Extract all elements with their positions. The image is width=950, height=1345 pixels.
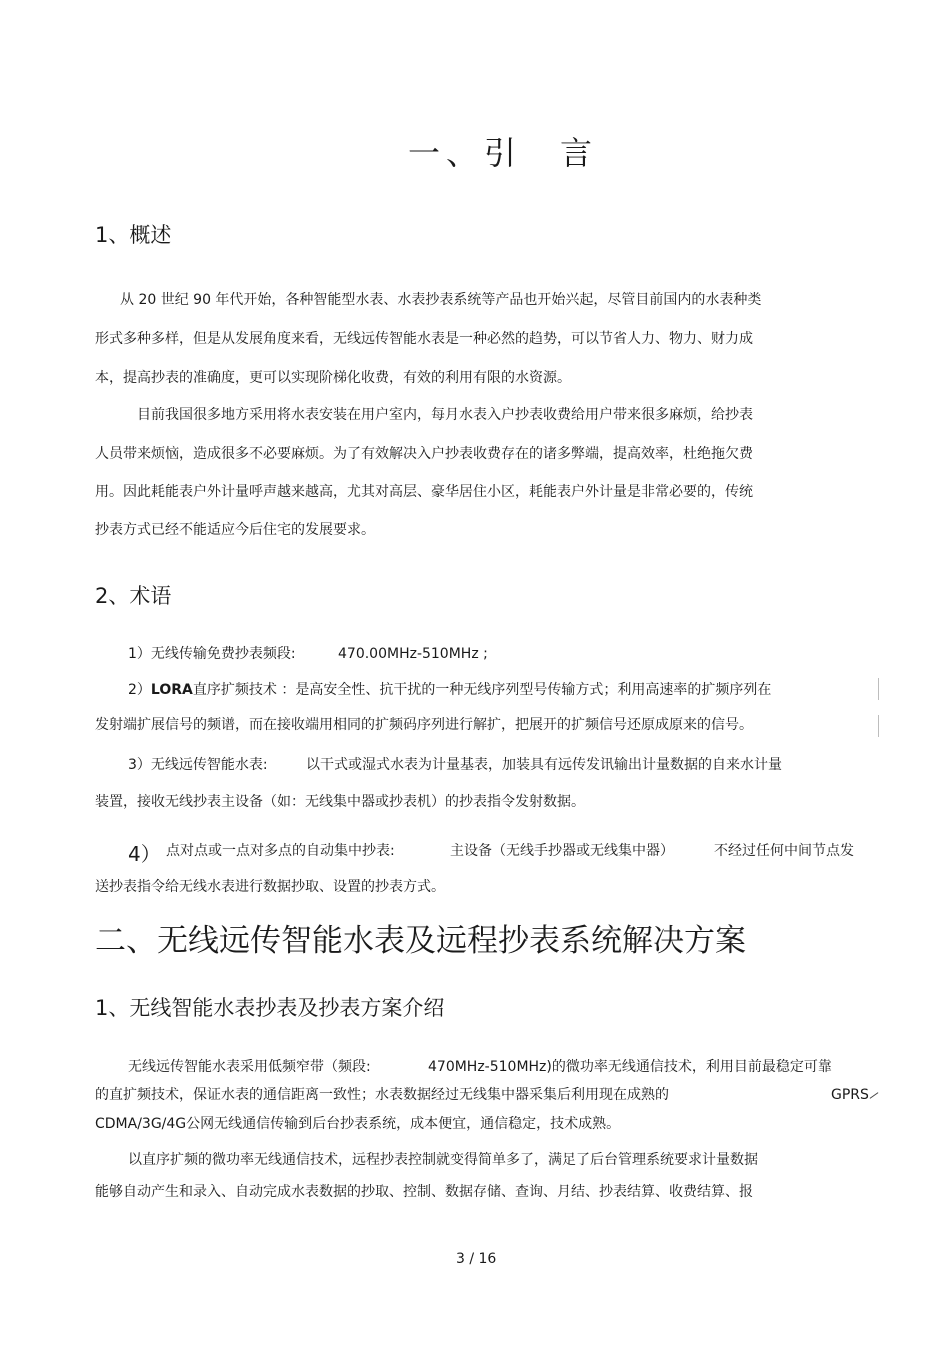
margin-bar xyxy=(878,715,879,737)
paragraph-line: 能够自动产生和录入、自动完成水表数据的抄取、控制、数据存储、查询、月结、抄表结算、收费结算、报 xyxy=(95,1184,753,1200)
chapter-title-2: 二、无线远传智能水表及远程抄表系统解决方案 xyxy=(95,923,746,959)
term-2-rest: 直序扩频技术 ：是高安全性、抗干扰的一种无线序列型号传输方式；利用高速率的扩频序列在 xyxy=(192,682,772,698)
term-2-line xyxy=(128,683,771,697)
slash-mark xyxy=(870,1092,879,1099)
section-heading-overview: 1、概述 xyxy=(95,223,172,247)
term-4-part-a: 点对点或一点对多点的自动集中抄表: xyxy=(166,843,395,859)
paragraph-line: 目前我国很多地方采用将水表安装在用户室内，每月水表入户抄表收费给用户带来很多麻烦，给抄表 xyxy=(137,407,753,423)
paragraph-line: 发射端扩展信号的频谱，而在接收端用相同的扩频码序列进行解扩，把展开的扩频信号还原成原来的信号。 xyxy=(95,717,753,733)
solution-line-2b: GPRS xyxy=(831,1087,869,1103)
page-number: 3 / 16 xyxy=(456,1251,497,1267)
term-3-rest: 以干式或湿式水表为计量基表，加装具有远传发讯输出计量数据的自来水计量 xyxy=(306,757,782,773)
term-4-part-c: 不经过任何中间节点发 xyxy=(714,843,854,859)
paragraph-line: 人员带来烦恼，造成很多不必要麻烦。为了有效解决入户抄表收费存在的诸多弊端，提高效率，杜绝拖欠费 xyxy=(95,446,753,462)
term-4-part-b: 主设备（无线手抄器或无线集中器） xyxy=(450,843,674,859)
solution-line-2a: 的直扩频技术，保证水表的通信距离一致性；水表数据经过无线集中器采集后利用现在成熟的 xyxy=(95,1087,669,1103)
term-2-prefix: 2） xyxy=(128,682,151,698)
section-heading-terms: 2、术语 xyxy=(95,584,172,608)
paragraph-line: 送抄表指令给无线水表进行数据抄取、设置的抄表方式。 xyxy=(95,879,445,895)
solution-line-1b: 470MHz-510MHz)的微功率无线通信技术，利用目前最稳定可靠 xyxy=(428,1059,832,1075)
chapter-title: 一、引 言 xyxy=(408,134,599,172)
paragraph-line: 用。因此耗能表户外计量呼声越来越高，尤其对高层、豪华居住小区，耗能表户外计量是非常必要的，传统 xyxy=(95,484,753,500)
term-1-value: 470.00MHz-510MHz ; xyxy=(338,646,488,662)
paragraph-line: 本，提高抄表的准确度，更可以实现阶梯化收费，有效的利用有限的水资源。 xyxy=(95,370,571,386)
section-heading-solution: 1、无线智能水表抄表及抄表方案介绍 xyxy=(95,996,445,1020)
paragraph-line: 从 20 世纪 90 年代开始，各种智能型水表、水表抄表系统等产品也开始兴起，尽管目前国内的水表种类 xyxy=(120,292,762,308)
paragraph-line: 以直序扩频的微功率无线通信技术，远程抄表控制就变得简单多了，满足了后台管理系统要求计量数据 xyxy=(128,1152,758,1168)
solution-line-1a: 无线远传智能水表采用低频窄带（频段: xyxy=(128,1059,371,1075)
term-4-number: 4） xyxy=(128,842,161,866)
term-2-bold: LORA xyxy=(150,682,193,698)
term-1-label: 1）无线传输免费抄表频段: xyxy=(128,646,296,662)
paragraph-line: 装置，接收无线抄表主设备（如：无线集中器或抄表机）的抄表指令发射数据。 xyxy=(95,794,585,810)
term-3-label: 3）无线远传智能水表: xyxy=(128,757,268,773)
paragraph-line: 抄表方式已经不能适应今后住宅的发展要求。 xyxy=(95,522,375,538)
paragraph-line: CDMA/3G/4G公网无线通信传输到后台抄表系统，成本便宜，通信稳定，技术成熟。 xyxy=(95,1116,621,1132)
margin-bar xyxy=(878,678,879,700)
paragraph-line: 形式多种多样，但是从发展角度来看，无线远传智能水表是一种必然的趋势，可以节省人力、物力、财力成 xyxy=(95,331,753,347)
